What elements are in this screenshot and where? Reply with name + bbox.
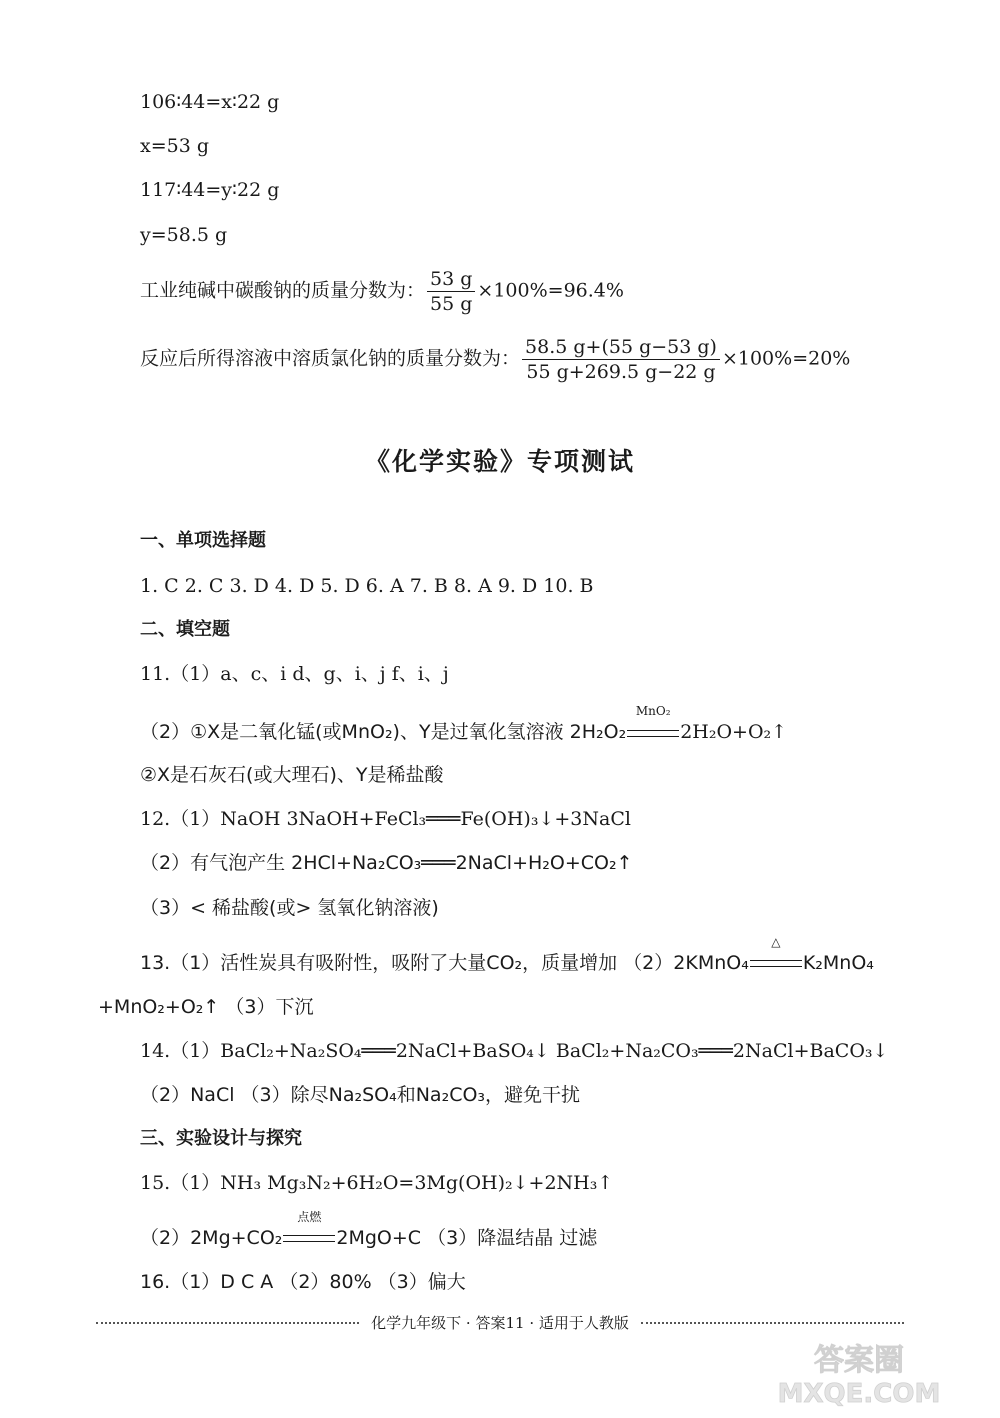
answer-12-3: （3）< 稀盐酸(或> 氢氧化钠溶液) bbox=[140, 897, 439, 919]
answer-13-text: 13.（1）活性炭具有吸附性，吸附了大量CO₂，质量增加 （2）2KMnO₄ bbox=[140, 952, 749, 974]
calc-line-5 bbox=[140, 268, 624, 315]
answer-14-1: 14.（1）BaCl₂+Na₂SO₄═══2NaCl+BaSO₄↓ BaCl₂+Na₂CO₃═══2NaCl+BaCO₃↓ bbox=[140, 1040, 889, 1062]
answer-15-1: 15.（1）NH₃ Mg₃N₂+6H₂O=3Mg(OH)₂↓+2NH₃↑ bbox=[140, 1172, 614, 1194]
reaction-arrow bbox=[750, 935, 802, 975]
answer-12-2: （2）有气泡产生 2HCl+Na₂CO₃═══2NaCl+H₂O+CO₂↑ bbox=[140, 852, 633, 874]
answer-13-products: K₂MnO₄ bbox=[802, 952, 874, 974]
equals-sign bbox=[627, 730, 679, 737]
reaction-condition: MnO₂ bbox=[635, 704, 671, 718]
answer-13-cont: +MnO₂+O₂↑ （3）下沉 bbox=[98, 996, 314, 1018]
section-heading-single-choice: 一、单项选择题 bbox=[140, 530, 266, 551]
calc-line-3: 117∶44=y∶22 g bbox=[140, 179, 280, 201]
reaction-condition: 点燃 bbox=[297, 1210, 322, 1224]
equals-sign bbox=[750, 960, 802, 967]
solution-fraction-label: 反应后所得溶液中溶质氯化钠的质量分数为： bbox=[140, 347, 521, 370]
answer-11-2 bbox=[140, 704, 788, 744]
fraction-numerator: 53 g bbox=[427, 268, 475, 292]
section-heading-fill-blank: 二、填空题 bbox=[140, 619, 230, 640]
answer-11-1: 11.（1）a、c、i d、g、i、j f、i、j bbox=[140, 663, 449, 685]
footer-text: 化学九年级下 · 答案11 · 适用于人教版 bbox=[371, 1314, 629, 1332]
mass-fraction-label: 工业纯碱中碳酸钠的质量分数为： bbox=[140, 279, 426, 302]
reaction-arrow bbox=[627, 704, 679, 744]
answer-11-2-part2: ②X是石灰石(或大理石)、Y是稀盐酸 bbox=[140, 764, 444, 786]
watermark-line-2: MXQE.COM bbox=[777, 1379, 941, 1408]
reaction-condition: △ bbox=[771, 935, 781, 949]
answer-12-1: 12.（1）NaOH 3NaOH+FeCl₃═══Fe(OH)₃↓+3NaCl bbox=[140, 808, 631, 830]
calc-line-6 bbox=[140, 336, 850, 383]
fraction-tail: ×100%=20% bbox=[721, 347, 851, 370]
fraction bbox=[522, 336, 720, 383]
watermark-line-1: 答案圈 bbox=[814, 1343, 904, 1378]
section-heading-experiment: 三、实验设计与探究 bbox=[140, 1128, 302, 1149]
fraction-tail: ×100%=96.4% bbox=[477, 279, 624, 302]
answer-14-2: （2）NaCl （3）除尽Na₂SO₄和Na₂CO₃，避免干扰 bbox=[140, 1084, 581, 1106]
fraction-numerator: 58.5 g+(55 g−53 g) bbox=[522, 336, 720, 360]
page-footer bbox=[96, 1312, 904, 1333]
answer-13 bbox=[140, 935, 874, 975]
calc-line-2: x=53 g bbox=[140, 135, 210, 157]
answer-15-2-text: （2）2Mg+CO₂ bbox=[140, 1227, 283, 1249]
calc-line-1: 106∶44=x∶22 g bbox=[140, 91, 280, 113]
answer-11-2-products: 2H₂O+O₂↑ bbox=[680, 721, 788, 743]
multiple-choice-answers: 1. C 2. C 3. D 4. D 5. D 6. A 7. B 8. A 9. D 10. B bbox=[140, 575, 594, 597]
page-title: 《化学实验》专项测试 bbox=[364, 447, 635, 476]
watermark-icon bbox=[754, 1338, 964, 1408]
answer-11-2-text: （2）①X是二氧化锰(或MnO₂)、Y是过氧化氢溶液 2H₂O₂ bbox=[140, 721, 627, 743]
answer-16: 16.（1）D C A （2）80% （3）偏大 bbox=[140, 1271, 466, 1293]
fraction-denominator: 55 g bbox=[430, 293, 473, 315]
calc-line-4: y=58.5 g bbox=[140, 224, 228, 246]
footer-dotted-rule-right bbox=[641, 1322, 904, 1324]
answer-15-2-products: 2MgO+C （3）降温结晶 过滤 bbox=[336, 1227, 598, 1249]
equals-sign bbox=[283, 1235, 335, 1242]
watermark-logo bbox=[754, 1338, 964, 1408]
fraction bbox=[427, 268, 475, 315]
reaction-arrow bbox=[283, 1210, 335, 1250]
answer-15-2 bbox=[140, 1210, 598, 1250]
footer-dotted-rule-left bbox=[96, 1322, 359, 1324]
fraction-denominator: 55 g+269.5 g−22 g bbox=[526, 361, 716, 383]
